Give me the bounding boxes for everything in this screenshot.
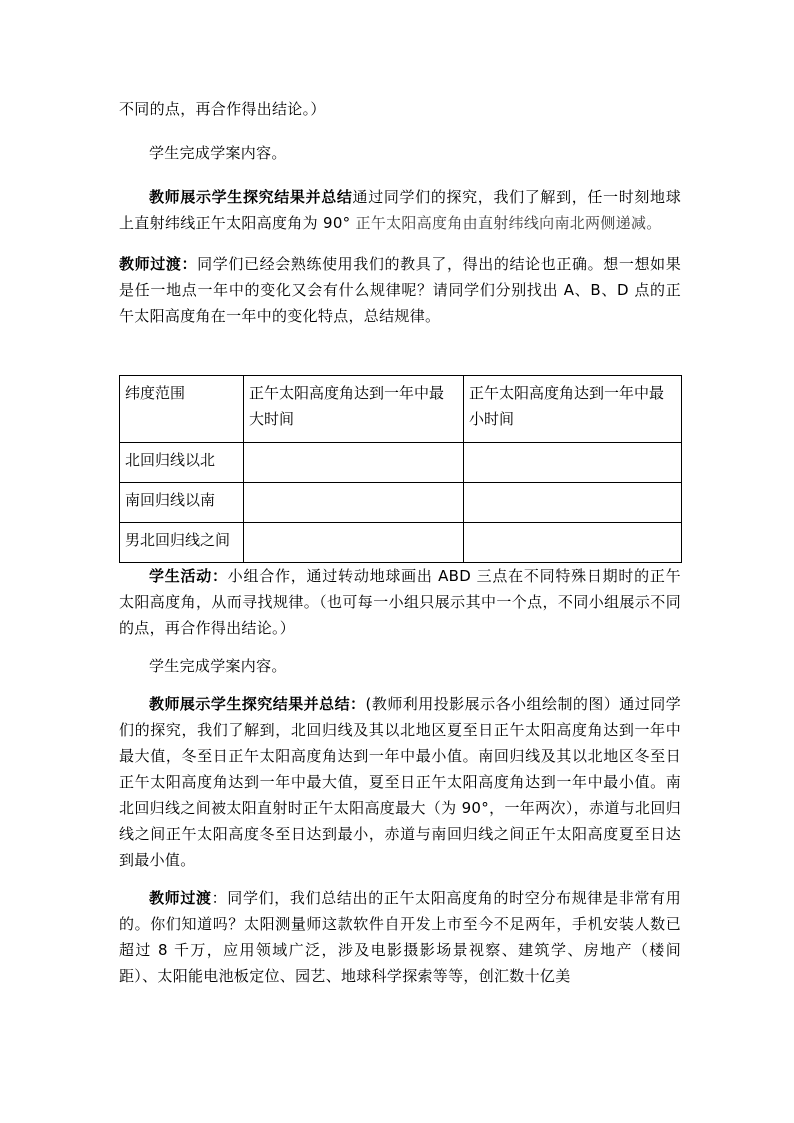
- teacher-transition-text-1: 同学们已经会熟练使用我们的教具了，得出的结论也正确。想一想如果是任一地点一年中的变化又会有什么规律呢？请同学们分别找出 A、B、D 点的正午太阳高度角在一年中的变化特点，总结规律。: [119, 255, 681, 325]
- paragraph-student-task-2: 学生完成学案内容。: [149, 657, 287, 675]
- student-activity-heading: 学生活动：: [149, 567, 228, 585]
- table-header-cell: 纬度范围: [120, 376, 244, 443]
- table-cell-min-time: [464, 523, 682, 563]
- latitude-table: [119, 375, 682, 563]
- table-cell-latitude: 南回归线以南: [120, 483, 244, 523]
- paragraph-teacher-summary-2: [119, 691, 681, 873]
- paragraph-teacher-summary-1: [119, 184, 681, 236]
- teacher-transition-text-2: ：同学们，我们总结出的正午太阳高度角的时空分布规律是非常有用的。你们知道吗？太阳测量师这款软件自开发上市至今不足两年，手机安装人数已超过 8 千万，应用领域广泛，涉及电影摄影场景视察、建筑学、房地产（楼间距）、太阳能电池板定位、园艺、地球科学探索等等，创汇数十亿美: [119, 889, 681, 985]
- teacher-summary-heading-2: 教师展示学生探究结果并总结：: [149, 695, 366, 713]
- table-header-row: [120, 376, 682, 443]
- teacher-summary-text-1b: 正午太阳高度角由直射纬线向南北两侧递减。: [350, 214, 662, 232]
- table-cell-max-time: [244, 443, 464, 483]
- teacher-transition-heading-2: 教师过渡: [149, 889, 212, 907]
- table-cell-min-time: [464, 483, 682, 523]
- paragraph-teacher-transition-1: [119, 251, 681, 329]
- table-header-cell: 正午太阳高度角达到一年中最小时间: [464, 376, 682, 443]
- paragraph-conclusion-tail: 不同的点，再合作得出结论。）: [119, 100, 326, 118]
- teacher-summary-text-2: (教师利用投影展示各小组绘制的图）通过同学们的探究，我们了解到，北回归线及其以北地区夏至日正午太阳高度角达到一年中最大值，冬至日正午太阳高度角达到一年中最小值。南回归线及其以北地区冬至日正午太阳高度角达到一年中最大值，夏至日正午太阳高度角达到一年中最小值。南北回归线之间被太阳直射时正午太阳高度最大（为 90°，一年两次），赤道与北回归线之间正午太阳高度冬至日达到最小，赤道与南回归线之间正午太阳高度夏至日达到最小值。: [119, 695, 682, 869]
- table-header-cell: 正午太阳高度角达到一年中最大时间: [244, 376, 464, 443]
- teacher-transition-heading-1: 教师过渡：: [119, 255, 198, 273]
- table-cell-max-time: [244, 523, 464, 563]
- table-row: [120, 443, 682, 483]
- table-row: [120, 523, 682, 563]
- paragraph-student-task-1: 学生完成学案内容。: [149, 144, 287, 162]
- teacher-summary-text-1a: 通过同学们的探究，我们了解到，任一时刻地球上直射纬线正午太阳高度角为 90°: [119, 188, 681, 232]
- table-cell-latitude: 北回归线以北: [120, 443, 244, 483]
- table-cell-max-time: [244, 483, 464, 523]
- teacher-summary-heading-1: 教师展示学生探究结果并总结: [149, 188, 353, 206]
- paragraph-teacher-transition-2: [119, 885, 681, 989]
- table-row: [120, 483, 682, 523]
- document-page: [119, 96, 681, 989]
- student-activity-text: 小组合作，通过转动地球画出 ABD 三点在不同特殊日期时的正午太阳高度角，从而寻找规律。（也可每一小组只展示其中一个点，不同小组展示不同的点，再合作得出结论。）: [119, 567, 681, 637]
- paragraph-student-activity: [119, 563, 681, 641]
- table-cell-latitude: 男北回归线之间: [120, 523, 244, 563]
- table-cell-min-time: [464, 443, 682, 483]
